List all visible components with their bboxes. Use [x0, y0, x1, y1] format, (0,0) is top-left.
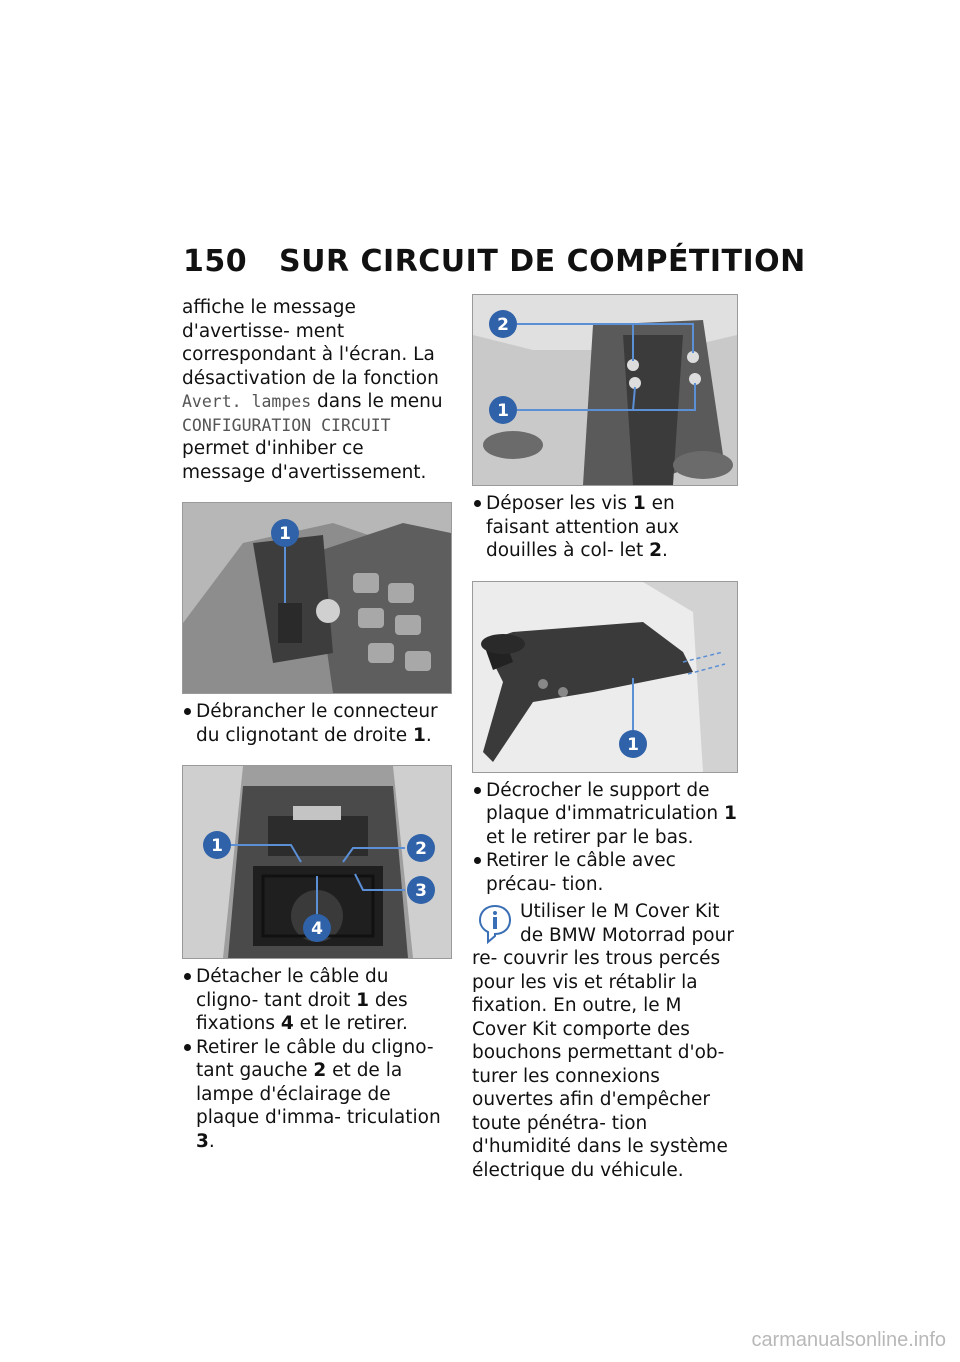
- intro-text-1: affiche le message d'avertisse- ment correspondant à l'écran. La désactivation de la fonction: [182, 297, 439, 389]
- callout-label: 2: [497, 315, 509, 335]
- figure-cable-routing: [182, 765, 452, 959]
- figure-1-illustration: [183, 503, 451, 693]
- page-title: SUR CIRCUIT DE COMPÉTITION: [279, 244, 806, 279]
- step-item: [182, 700, 452, 747]
- step-ref: 1: [412, 724, 426, 746]
- figure-plate-bracket: [472, 581, 738, 773]
- callout-label: 4: [311, 919, 323, 939]
- intro-paragraph: [182, 296, 452, 484]
- figure-3-illustration: [183, 766, 451, 958]
- step-text: Débrancher le connecteur du clignotant de droite: [196, 701, 438, 746]
- left-column: [182, 296, 452, 1153]
- step-text: Décrocher le support de plaque d'immatriculation: [486, 779, 724, 824]
- callout-2: [489, 310, 517, 338]
- callout-label: 1: [497, 401, 509, 421]
- step-text: .: [208, 1130, 215, 1152]
- callout-label: 3: [415, 881, 427, 901]
- step-item: [472, 849, 738, 896]
- step-ref: 3: [196, 1130, 209, 1152]
- intro-text-2: dans le menu: [311, 391, 443, 412]
- step-text: .: [662, 540, 668, 561]
- figure-4-illustration: [473, 582, 737, 772]
- step-text: et le retirer.: [293, 1013, 408, 1034]
- menu-name-code: CONFIGURATION CIRCUIT: [182, 415, 391, 435]
- page-header: [183, 244, 806, 279]
- info-icon: [478, 904, 512, 944]
- step-text: Détacher le câble du cligno- tant droit: [196, 966, 389, 1011]
- figure-right-indicator-connector: [182, 502, 452, 694]
- callout-4: [303, 914, 331, 942]
- step-text: Déposer les vis: [486, 493, 633, 514]
- step-text: Retirer le câble avec précau- tion.: [486, 850, 676, 895]
- callout-label: 2: [415, 839, 427, 859]
- step-item: [472, 779, 738, 850]
- callout-label: 1: [211, 836, 223, 856]
- steps-list-1: [182, 700, 452, 747]
- callout-1: [489, 396, 517, 424]
- step-item: [182, 965, 452, 1036]
- step-ref: 1: [724, 803, 737, 824]
- callout-1: [203, 831, 231, 859]
- step-text: et le retirer par le bas.: [486, 826, 694, 848]
- step-ref: 1: [356, 989, 369, 1011]
- figure-screws-collars: [472, 294, 738, 486]
- intro-text-3: permet d'inhiber ce message d'avertissement.: [182, 438, 427, 483]
- callout-1: [619, 730, 647, 758]
- step-ref: 1: [632, 493, 646, 514]
- callout-3: [407, 876, 435, 904]
- steps-list-4: [472, 779, 738, 897]
- note-text: Utiliser le M Cover Kit de BMW Motorrad pour re- couvrir les trous percés pour les vis et rétablir la fixation. En outre, le M Cover Kit comporte des bouchons permettant d'ob- turer les connexions ouvertes afin d'empêcher toute pénétra- tion d'humidité dans le système électrique du véhicule.: [472, 901, 734, 1181]
- note-block: [472, 900, 738, 1182]
- step-item: [182, 1036, 452, 1154]
- step-item: [472, 492, 738, 563]
- step-text: et de la lampe d'éclairage de plaque d'imma- triculation: [196, 1060, 441, 1128]
- step-ref: 2: [649, 540, 663, 561]
- step-ref: 2: [313, 1060, 327, 1081]
- right-column: [472, 294, 738, 1182]
- step-text: Retirer le câble du cligno- tant gauche: [196, 1036, 434, 1081]
- figure-2-illustration: [473, 295, 737, 485]
- step-text: des fixations: [196, 989, 408, 1034]
- page-number: 150: [183, 244, 248, 279]
- steps-list-3: [472, 492, 738, 563]
- callout-label: 1: [279, 524, 291, 544]
- step-text: en faisant attention aux douilles à col- let: [486, 493, 680, 561]
- step-ref: 4: [280, 1013, 294, 1034]
- callout-2: [407, 834, 435, 862]
- step-text-end: .: [425, 724, 432, 746]
- watermark: carmanualsonline.info: [751, 1329, 946, 1351]
- callout-label: 1: [627, 734, 639, 755]
- menu-option-code: Avert. lampes: [182, 392, 312, 411]
- steps-list-2: [182, 965, 452, 1153]
